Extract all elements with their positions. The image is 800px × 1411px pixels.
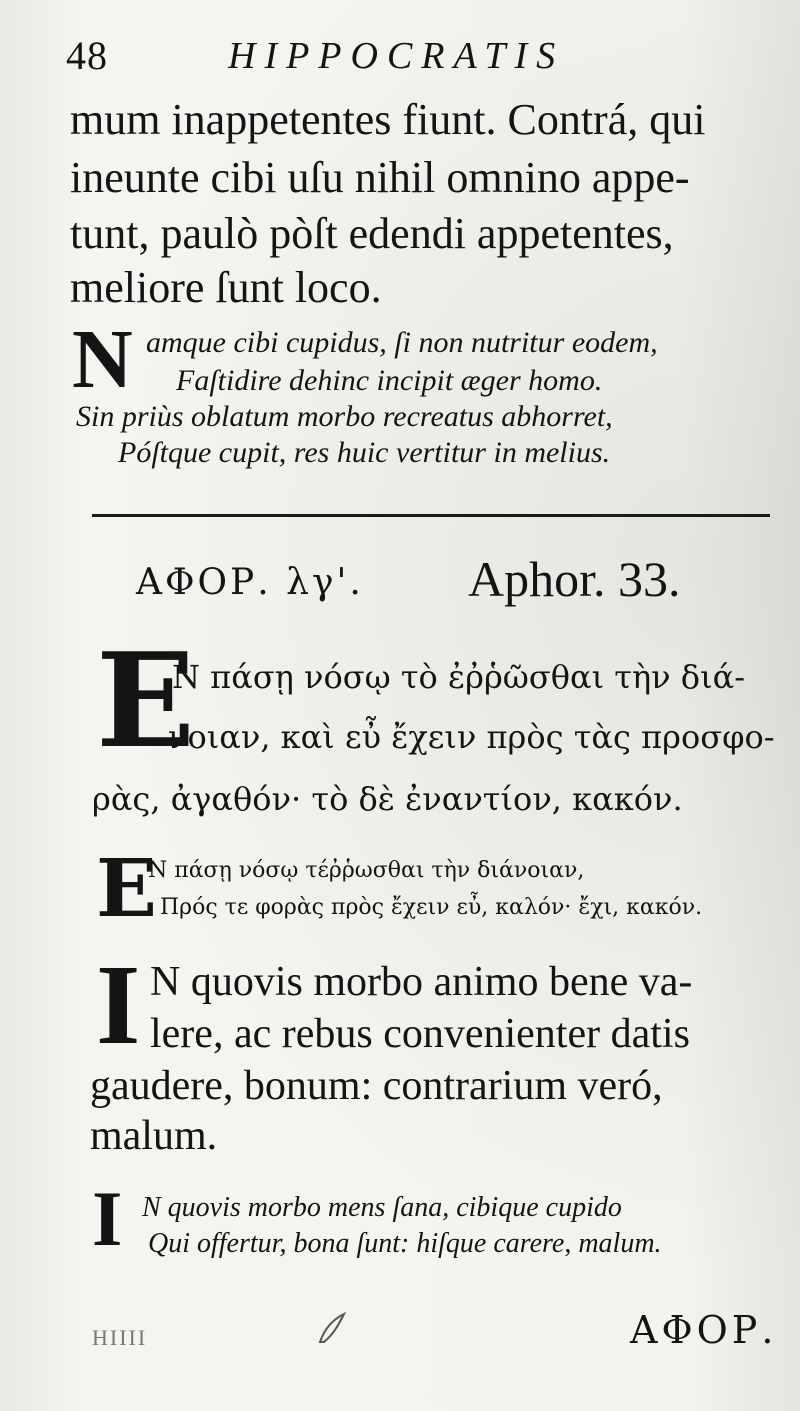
verse-line: Qui offertur, bona ſunt: hiſque carere, malum. [148, 1228, 662, 1259]
verse-line: Póſtque cupit, res huic vertitur in melius. [118, 436, 611, 469]
horizontal-rule [92, 514, 770, 517]
show-through-text [470, 290, 476, 317]
text-line: tunt, paulò pòſt edendi appetentes, [70, 209, 674, 258]
verse-line: Sin priùs oblatum morbo recreatus abhorret, [76, 400, 613, 433]
dropcap: I [92, 1175, 123, 1262]
running-title: HIPPOCRATIS [228, 35, 565, 77]
aphorism-heading-greek: ΑΦΟΡ. λγ'. [136, 562, 364, 603]
signature-mark: HIIII [92, 1325, 148, 1350]
greek-verse-line: Ν πάσῃ νόσῳ τέῤῥωσθαι τὴν διάνοιαν, [148, 858, 585, 883]
greek-verse-line: Πρός τε φορὰς πρὸς ἔχειν εὖ, καλόν· ἔχι, κακόν. [160, 895, 703, 920]
greek-line: Ν πάσῃ νόσῳ τὸ ἐῤῥῶσθαι τὴν διά- [172, 658, 746, 696]
dropcap: E [96, 841, 157, 935]
text-line: lere, ac rebus convenienter datis [150, 1011, 690, 1057]
verse-line: amque cibi cupidus, ſi non nutritur eodem, [146, 326, 658, 359]
text-line: ineunte cibi uſu nihil omnino appe- [70, 153, 690, 202]
text-line: gaudere, bonum: contrarium veró, [90, 1063, 663, 1109]
dropcap: E [96, 624, 196, 777]
text-line: meliore ſunt loco. [70, 263, 382, 312]
dropcap: N [72, 313, 133, 406]
verse-line: N quovis morbo mens ſana, cibique cupido [142, 1192, 622, 1223]
ink-stroke-icon [312, 1308, 352, 1353]
greek-line: νοιαν, καὶ εὖ ἔχειν πρὸς τὰς προσφο- [168, 718, 775, 756]
catchword: ΑΦΟΡ. [630, 1308, 778, 1352]
text-line: malum. [90, 1113, 218, 1159]
text-line: mum inappetentes fiunt. Contrá, qui [70, 95, 706, 144]
text-line: N quovis morbo animo bene va- [150, 959, 693, 1005]
aphorism-heading-latin: Aphor. 33. [468, 551, 681, 607]
page-number: 48 [66, 33, 108, 78]
verse-line: Faſtidire dehinc incipit æger homo. [176, 364, 603, 397]
dropcap: I [96, 941, 141, 1068]
greek-line: ρὰς, ἀγαθόν· τὸ δὲ ἐναντίον, κακόν. [92, 780, 683, 818]
